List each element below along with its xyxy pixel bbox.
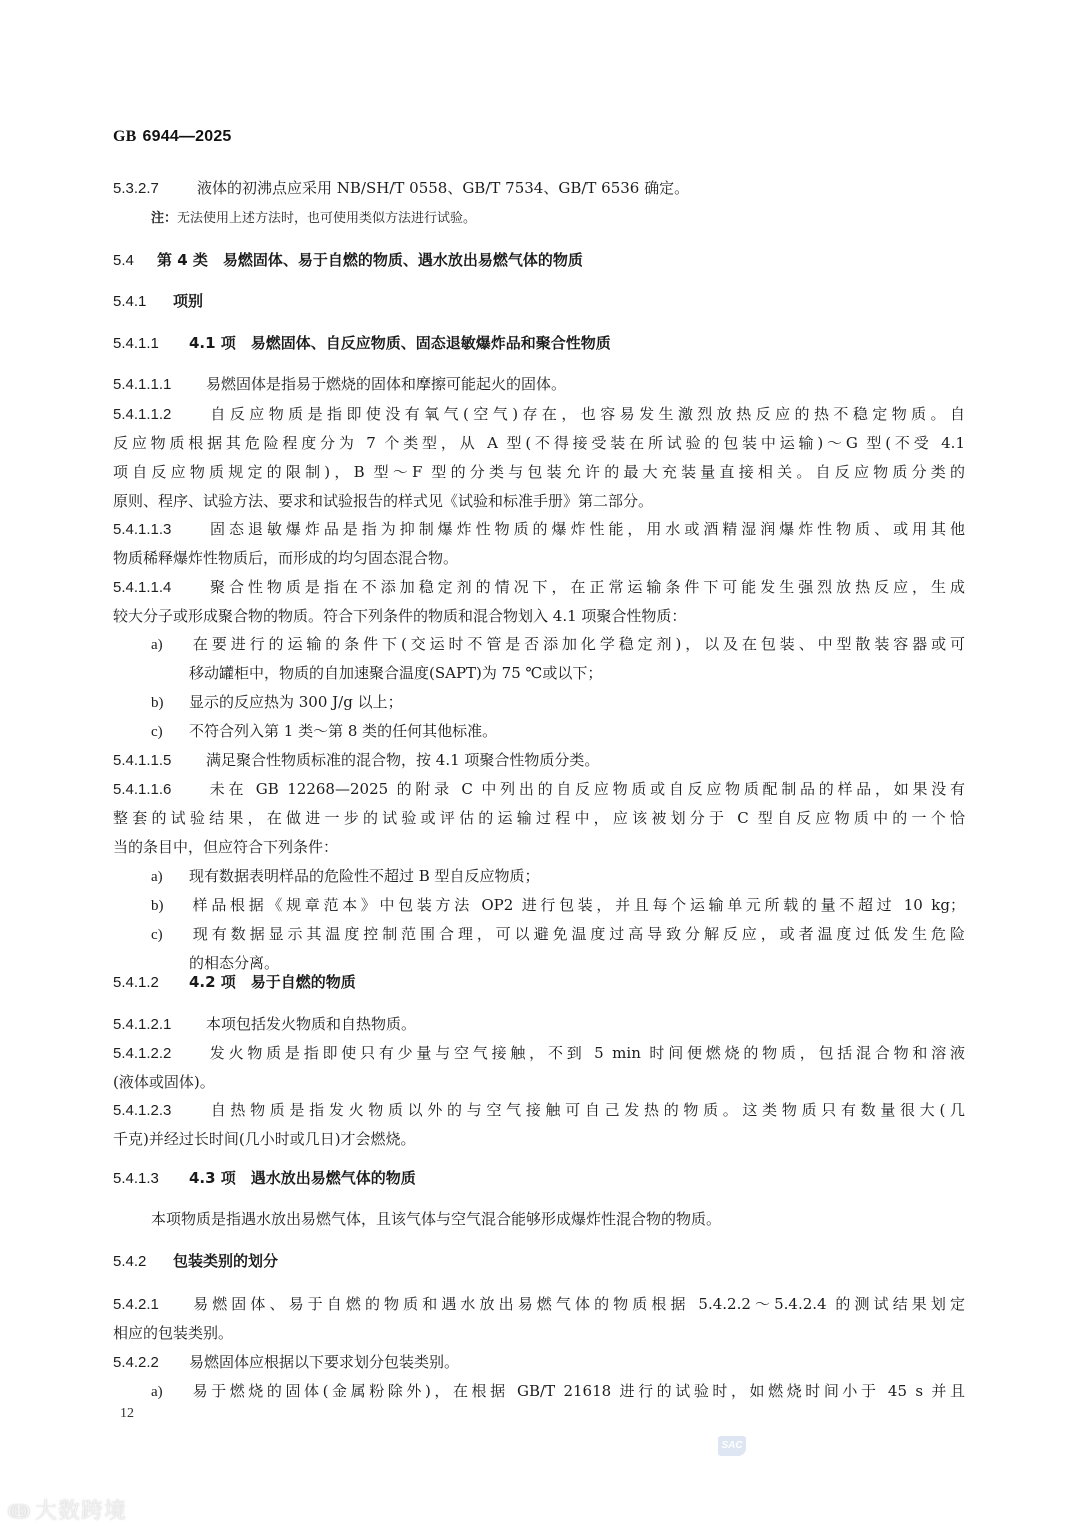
clause-number: 5.4.1.1.5 <box>113 752 172 769</box>
sac-logo: SAC <box>718 1436 746 1456</box>
heading-5-4-1 <box>113 291 203 312</box>
list-label: b) <box>151 898 164 914</box>
clause-5-4-2-1 <box>113 1294 965 1315</box>
heading-number: 5.4.1.3 <box>113 1170 159 1187</box>
list-text: 在要进行的运输的条件下(交运时不管是否添加化学稳定剂)，以及在包装、中型散装容器或可 <box>189 635 965 653</box>
list-text: 不符合列入第 1 类～第 8 类的任何其他标准。 <box>189 722 498 740</box>
clause-5-4-1-1-5 <box>113 750 965 771</box>
heading-5-4-1-1 <box>113 333 611 354</box>
list-text-line: 的相态分离。 <box>189 954 280 972</box>
list-text: 显示的反应热为 300 J/g 以上； <box>189 693 403 711</box>
clause-text-line: 千克)并经过长时间(几小时或几日)才会燃烧。 <box>113 1130 416 1148</box>
list-label: c) <box>151 724 163 740</box>
heading-number: 5.4.2 <box>113 1253 147 1270</box>
clause-text: 未在 GB 12268—2025 的附录 C 中列出的自反应物质或自反应物质配制品的样品，如果没有 <box>206 780 965 798</box>
clause-text: 易燃固体是指易于燃烧的固体和摩擦可能起火的固体。 <box>206 375 567 393</box>
clause-number: 5.4.1.1.2 <box>113 406 172 423</box>
clause-text: 本项包括发火物质和自热物质。 <box>206 1015 417 1033</box>
clause-number: 5.4.1.2.1 <box>113 1016 172 1033</box>
clause-text: 发火物质是指即使只有少量与空气接触，不到 5 min 时间便燃烧的物质，包括混合物和溶液 <box>206 1044 965 1062</box>
heading-text: 第 4 类 易燃固体、易于自燃的物质、遇水放出易燃气体的物质 <box>157 251 583 269</box>
clause-5-4-1-2-3 <box>113 1100 965 1121</box>
clause-5-4-1-1-6 <box>113 779 965 800</box>
page-number: 12 <box>120 1406 134 1421</box>
clause-5-4-1-3-paragraph: 本项物质是指遇水放出易燃气体，且该气体与空气混合能够形成爆炸性混合物的物质。 <box>151 1210 722 1228</box>
clause-text-line: 整套的试验结果，在做进一步的试验或评估的运输过程中，应该被划分于 C 型自反应物质中的一个恰 <box>113 809 965 827</box>
clause-text: 易燃固体应根据以下要求划分包装类别。 <box>189 1353 460 1371</box>
clause-text-line: 当的条目中，但应符合下列条件： <box>113 838 339 856</box>
watermark-logo-icon: ↈ <box>8 1499 31 1523</box>
note <box>151 210 476 228</box>
clause-5-4-1-1-4 <box>113 577 965 598</box>
list-label: a) <box>151 869 163 885</box>
clause-number: 5.4.1.1.6 <box>113 781 172 798</box>
heading-5-4-1-2 <box>113 972 356 993</box>
clause-text: 自反应物质是指即使没有氧气(空气)存在，也容易发生激烈放热反应的热不稳定物质。自 <box>206 405 965 423</box>
heading-text: 包装类别的划分 <box>173 1252 279 1270</box>
clause-text: 液体的初沸点应采用 NB/SH/T 0558、GB/T 7534、GB/T 6536 确定。 <box>197 179 690 197</box>
list-item-a <box>151 634 965 655</box>
clause-5-4-1-1-1 <box>113 374 965 395</box>
clause-text-line: 相应的包装类别。 <box>113 1324 234 1342</box>
clause-5-4-1-2-2 <box>113 1043 965 1064</box>
heading-number: 5.4.1 <box>113 293 147 310</box>
clause-number: 5.4.1.1.3 <box>113 521 172 538</box>
list-label: a) <box>151 637 163 653</box>
heading-text: 4.3 项 遇水放出易燃气体的物质 <box>189 1169 416 1187</box>
clause-number: 5.4.2.1 <box>113 1296 159 1313</box>
list-item-b <box>151 895 965 916</box>
watermark <box>8 1494 127 1525</box>
list-item-c <box>151 924 965 945</box>
note-label: 注： <box>151 211 178 226</box>
clause-number: 5.3.2.7 <box>113 180 159 197</box>
heading-5-4-1-3 <box>113 1168 416 1189</box>
list-label: c) <box>151 927 163 943</box>
list-item-a <box>151 1381 965 1402</box>
clause-5-3-2-7 <box>113 178 965 199</box>
clause-5-4-1-2-1 <box>113 1014 965 1035</box>
clause-text-line: 反应物质根据其危险程度分为 7 个类型，从 A 型(不得接受装在所试验的包装中运输)～G 型(不受 4.1 <box>113 434 965 452</box>
clause-text-line: 较大分子或形成聚合物的物质。符合下列条件的物质和混合物划入 4.1 项聚合性物质： <box>113 607 687 625</box>
list-text: 易于燃烧的固体(金属粉除外)，在根据 GB/T 21618 进行的试验时，如燃烧时间小于 45 s 并且 <box>189 1382 965 1400</box>
clause-text: 聚合性物质是指在不添加稳定剂的情况下，在正常运输条件下可能发生强烈放热反应，生成 <box>206 578 965 596</box>
list-item-a <box>151 866 965 887</box>
heading-number: 5.4.1.1 <box>113 335 159 352</box>
clause-5-4-1-1-2 <box>113 404 965 425</box>
list-label: b) <box>151 695 164 711</box>
list-item-b <box>151 692 965 713</box>
standard-header <box>113 128 232 146</box>
standard-number: 6944—2025 <box>142 128 232 145</box>
heading-number: 5.4.1.2 <box>113 974 159 991</box>
note-text: 无法使用上述方法时，也可使用类似方法进行试验。 <box>177 211 477 226</box>
heading-5-4 <box>113 250 583 271</box>
clause-text: 易燃固体、易于自燃的物质和遇水放出易燃气体的物质根据 5.4.2.2～5.4.2.4 的测试结果划定 <box>189 1295 965 1313</box>
clause-5-4-1-1-3 <box>113 519 965 540</box>
clause-text-line: 原则、程序、试验方法、要求和试验报告的样式见《试验和标准手册》第二部分。 <box>113 492 654 510</box>
clause-number: 5.4.1.2.3 <box>113 1102 172 1119</box>
heading-text: 4.2 项 易于自燃的物质 <box>189 973 356 991</box>
clause-text: 满足聚合性物质标准的混合物，按 4.1 项聚合性物质分类。 <box>206 751 600 769</box>
clause-text-line: 项自反应物质规定的限制)，B 型～F 型的分类与包装允许的最大充装量直接相关。自反应物质分类的 <box>113 463 965 481</box>
watermark-text: 大数跨境 <box>34 1499 127 1524</box>
heading-number: 5.4 <box>113 252 134 269</box>
clause-number: 5.4.1.1.4 <box>113 579 172 596</box>
clause-text: 自热物质是指发火物质以外的与空气接触可自己发热的物质。这类物质只有数量很大(几 <box>206 1101 965 1119</box>
clause-number: 5.4.1.2.2 <box>113 1045 172 1062</box>
list-label: a) <box>151 1384 163 1400</box>
clause-text: 固态退敏爆炸品是指为抑制爆炸性物质的爆炸性能，用水或酒精湿润爆炸性物质、或用其他 <box>206 520 965 538</box>
heading-5-4-2 <box>113 1251 278 1272</box>
clause-5-4-2-2 <box>113 1352 965 1373</box>
clause-number: 5.4.2.2 <box>113 1354 159 1371</box>
list-text-line: 移动罐柜中，物质的自加速聚合温度(SAPT)为 75 ℃或以下； <box>189 664 603 682</box>
clause-text-line: 物质稀释爆炸性物质后，而形成的均匀固态混合物。 <box>113 549 459 567</box>
standard-prefix: GB <box>113 128 137 145</box>
heading-text: 4.1 项 易燃固体、自反应物质、固态退敏爆炸品和聚合性物质 <box>189 334 611 352</box>
clause-number: 5.4.1.1.1 <box>113 376 172 393</box>
list-text: 现有数据显示其温度控制范围合理，可以避免温度过高导致分解反应，或者温度过低发生危险 <box>189 925 965 943</box>
clause-text-line: (液体或固体)。 <box>113 1073 215 1091</box>
list-text: 现有数据表明样品的危险性不超过 B 型自反应物质； <box>189 867 540 885</box>
heading-text: 项别 <box>173 292 204 310</box>
list-item-c <box>151 721 965 742</box>
list-text: 样品根据《规章范本》中包装方法 OP2 进行包装，并且每个运输单元所载的量不超过 10 kg； <box>189 896 965 914</box>
